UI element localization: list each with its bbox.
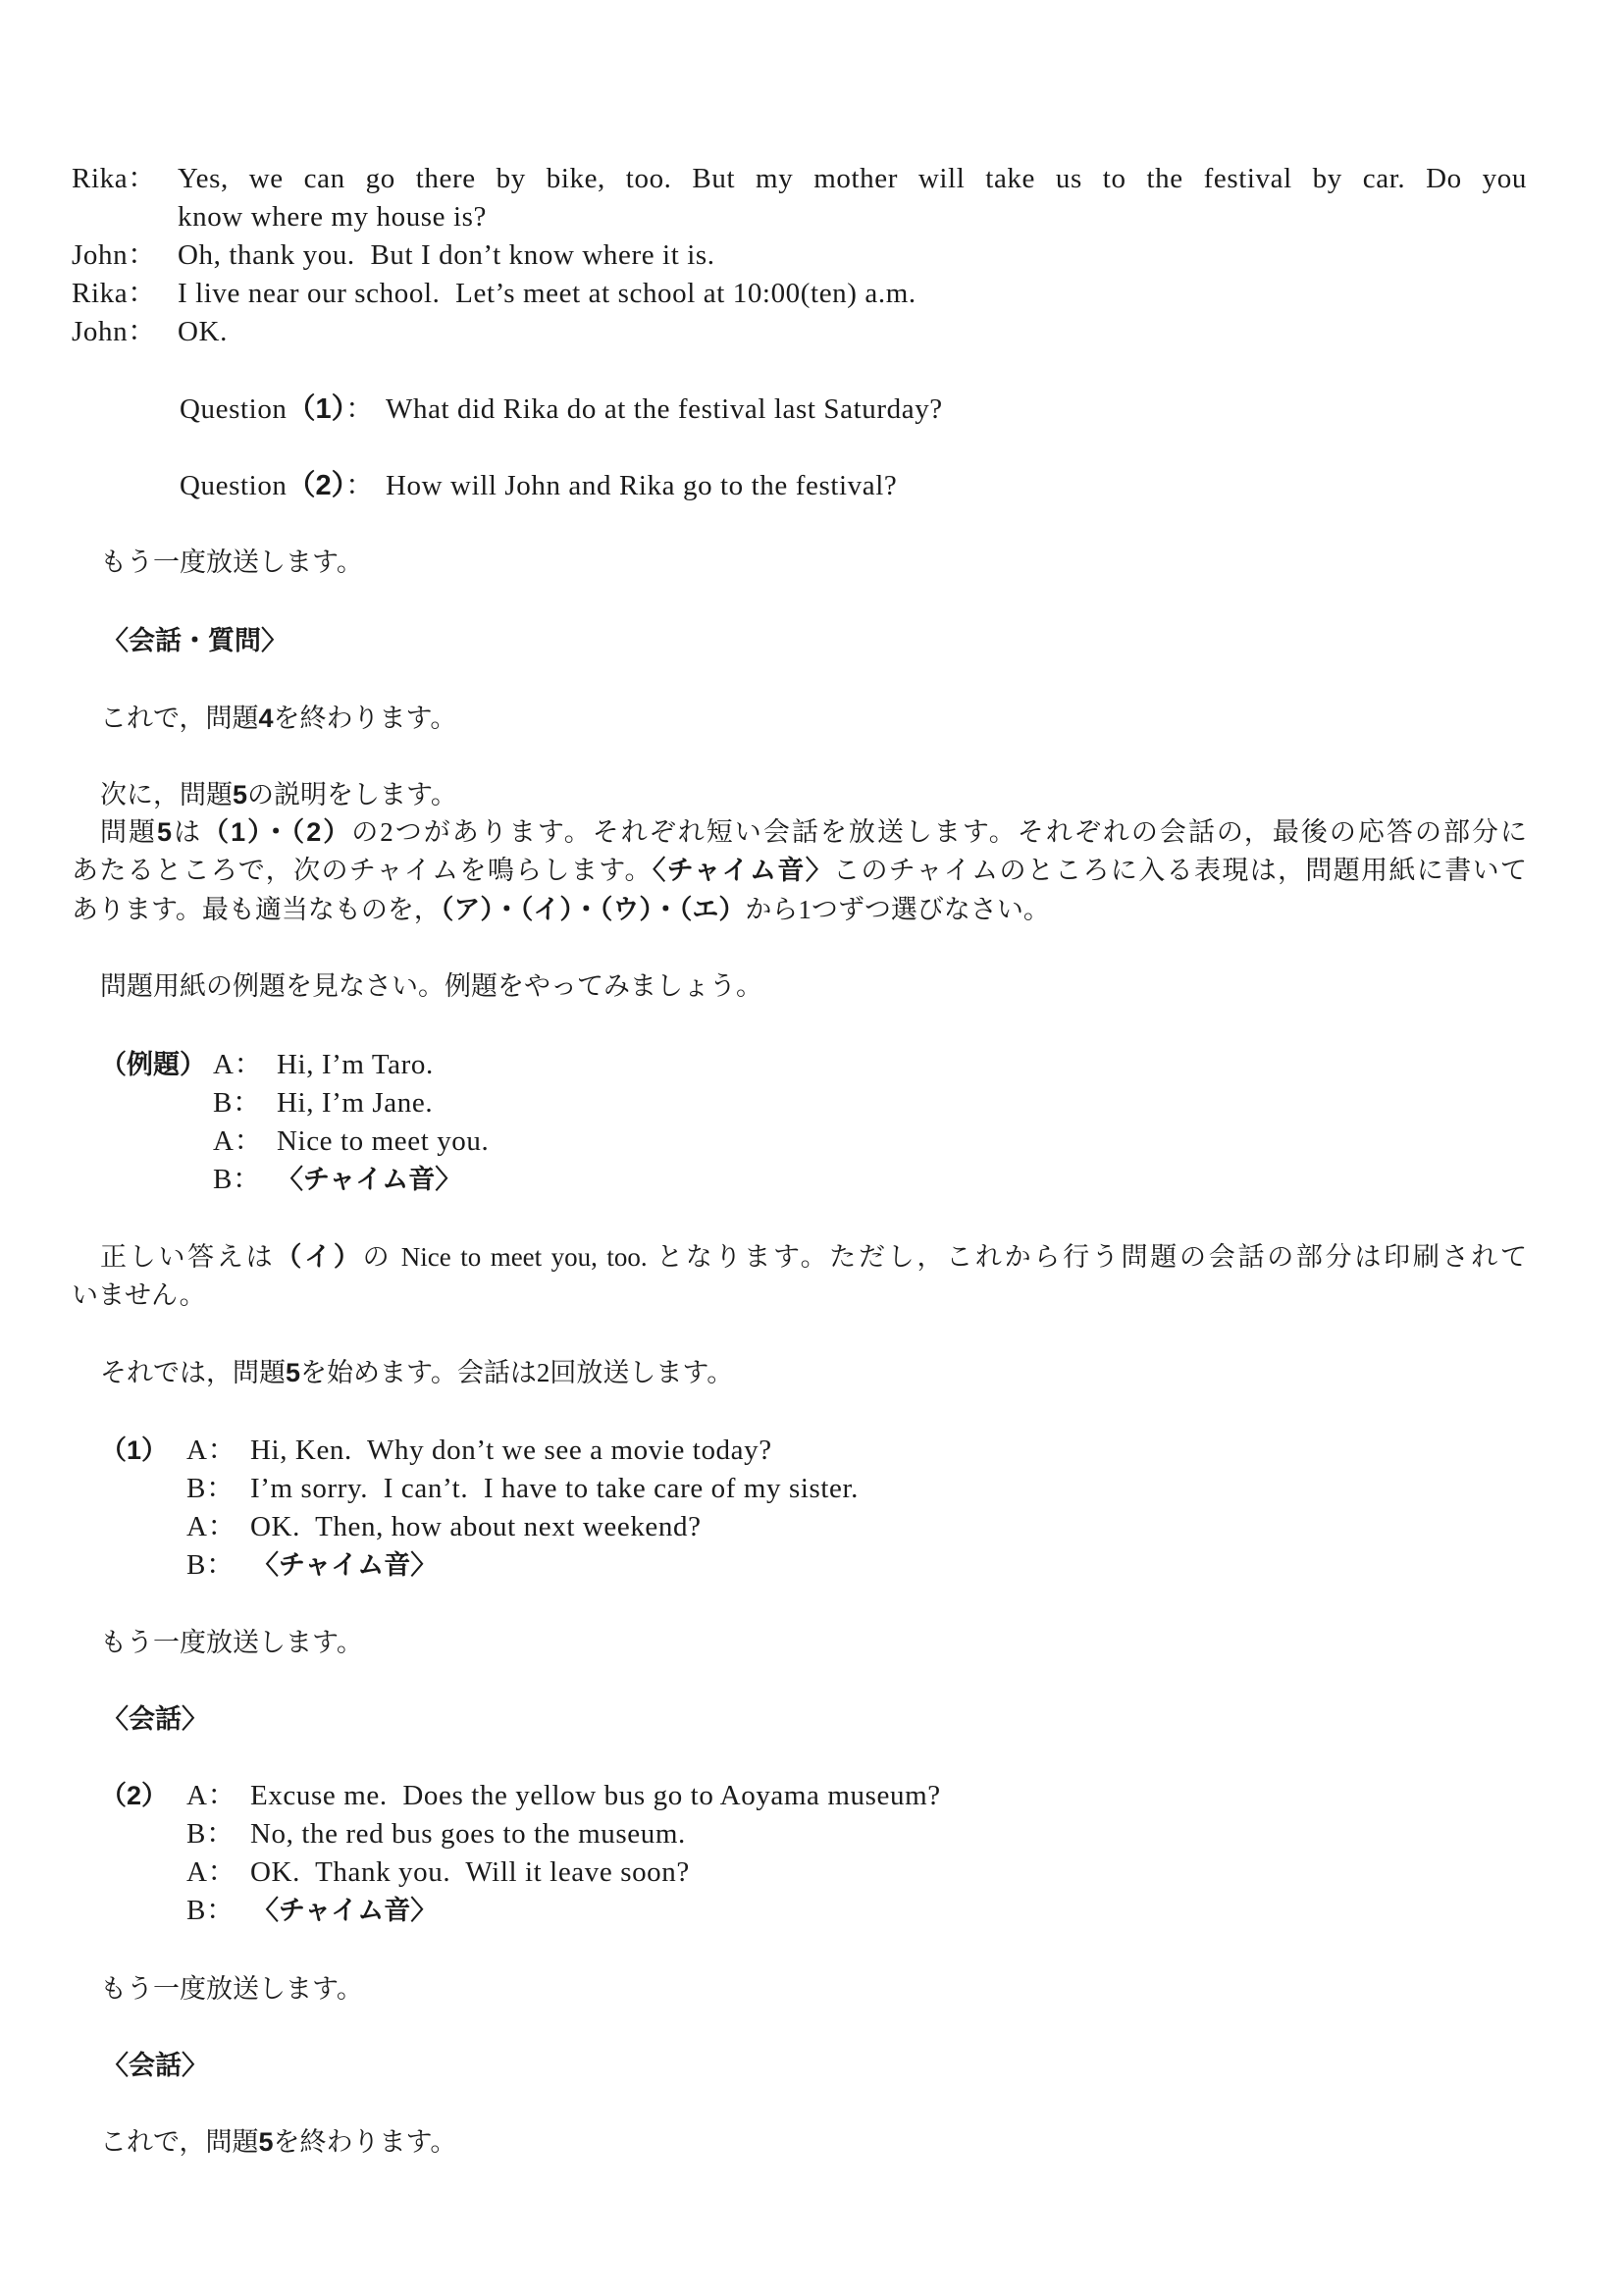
text-segment: それでは，問題 (100, 1358, 286, 1387)
speaker-label: Rika： (72, 278, 157, 309)
speaker-label: B： (186, 1895, 236, 1926)
dialogue-line: No, the red bus goes to the museum. (250, 1818, 686, 1850)
bold-text-segment: 5 (286, 1358, 301, 1387)
dialogue-line: Hi, I’m Taro. (277, 1049, 434, 1080)
bold-text-segment: （イ） (275, 1242, 363, 1272)
speaker-label: A： (186, 1856, 237, 1888)
text-segment: あたるところで，次のチャイムを鳴らします。 (72, 856, 653, 885)
dialogue-line: Hi, I’m Jane. (277, 1087, 434, 1119)
text-segment: 正しい答えは (100, 1242, 276, 1272)
dialogue-line: Hi, Ken. Why don’t we see a movie today? (250, 1435, 772, 1466)
dialogue-line: Yes, we can go there by bike, too. But my mother will take us to the festival by car. Do you (178, 163, 1527, 194)
audio-cue: 〈会話〉 (102, 1704, 208, 1734)
end-problem-5 (100, 2123, 456, 2162)
bold-text-segment: 4 (258, 704, 274, 733)
speaker-label: B： (186, 1549, 236, 1581)
text-segment: を始めます。会話は2回放送します。 (300, 1358, 734, 1387)
audio-cue: 〈チャイム音〉 (277, 1165, 462, 1194)
question-text: What did Rika do at the festival last Saturday? (386, 393, 943, 425)
speaker-label: A： (186, 1780, 237, 1811)
text-segment: これで，問題 (100, 704, 259, 733)
question-text: How will John and Rika go to the festival? (386, 470, 898, 501)
dialogue-line: I’m sorry. I can’t. I have to take care of my sister. (250, 1473, 860, 1504)
question-colon: ： (345, 393, 375, 425)
instruction-line (72, 852, 1527, 890)
audio-cue: 〈会話〉 (102, 2051, 208, 2080)
audio-cue: 〈チャイム音〉 (252, 1896, 438, 1925)
dialogue-line: Oh, thank you. But I don’t know where it is. (178, 239, 715, 271)
text-segment: の2つがあります。それぞれ短い会話を放送します。それぞれの会話の，最後の応答の部分に (351, 817, 1527, 847)
dialogue-line: OK. (178, 316, 228, 347)
question-number: （2） (287, 470, 346, 501)
bold-text-segment: 5 (258, 2127, 274, 2157)
example-intro: 問題用紙の例題を見なさい。例題をやってみましょう。 (100, 971, 762, 1001)
repeat-notice: もう一度放送します。 (100, 1628, 363, 1657)
bold-text-segment: 〈チャイム音〉 (652, 856, 834, 885)
speaker-label: A： (186, 1435, 237, 1466)
bold-text-segment: （ア）・（イ）・（ウ）・（エ） (440, 895, 746, 924)
instruction-line (72, 891, 1050, 929)
end-problem-4 (100, 700, 456, 738)
text-segment: の Nice to meet you, too. となります。ただし，これから行う問題の会話の部分は印刷されて (362, 1242, 1528, 1272)
text-segment: これで，問題 (100, 2127, 259, 2157)
question-colon: ： (345, 470, 375, 501)
answer-explanation-line (100, 1238, 1527, 1277)
bold-text-segment: （1）・（2） (202, 817, 352, 847)
start-problem-5 (100, 1354, 733, 1392)
problem-number: （2） (100, 1781, 169, 1810)
question-heading (180, 467, 375, 505)
speaker-label: A： (213, 1125, 264, 1157)
text-segment: の説明をします。 (247, 780, 457, 809)
question-label: Question (180, 393, 288, 425)
dialogue-line: know where my house is? (178, 201, 488, 233)
problem-number: （1） (100, 1435, 169, 1465)
speaker-label: John： (72, 316, 157, 347)
bold-text-segment: 5 (233, 780, 248, 809)
text-segment: を終わります。 (273, 2127, 457, 2157)
question-heading (180, 391, 375, 429)
intro-problem-5 (100, 776, 457, 814)
text-segment: から1つずつ選びなさい。 (745, 895, 1050, 924)
audio-cue: 〈チャイム音〉 (252, 1550, 438, 1580)
dialogue-line: OK. Then, how about next weekend? (250, 1511, 702, 1542)
dialogue-line: Excuse me. Does the yellow bus go to Aoyama museum? (250, 1780, 941, 1811)
bold-text-segment: 5 (157, 817, 173, 847)
instruction-line (100, 813, 1527, 852)
repeat-notice: もう一度放送します。 (100, 548, 363, 577)
text-segment: 問題 (100, 817, 158, 847)
dialogue-line: OK. Thank you. Will it leave soon? (250, 1856, 690, 1888)
repeat-notice: もう一度放送します。 (100, 1974, 363, 2004)
example-label: （例題） (100, 1050, 206, 1079)
text-segment: いません。 (72, 1280, 206, 1310)
answer-explanation-line (72, 1277, 206, 1315)
dialogue-line: I live near our school. Let’s meet at school at 10:00(ten) a.m. (178, 278, 916, 309)
speaker-label: B： (186, 1473, 236, 1504)
text-segment: は (172, 817, 203, 847)
speaker-label: A： (186, 1511, 237, 1542)
speaker-label: B： (213, 1087, 262, 1119)
speaker-label: John： (72, 239, 157, 271)
text-segment: を終わります。 (273, 704, 457, 733)
text-segment: あります。最も適当なものを， (72, 895, 441, 924)
speaker-label: A： (213, 1049, 264, 1080)
audio-cue: 〈会話・質問〉 (102, 626, 288, 655)
text-segment: このチャイムのところに入る表現は，問題用紙に書いて (833, 856, 1527, 885)
speaker-label: B： (186, 1818, 236, 1850)
question-number: （1） (287, 393, 346, 425)
question-label: Question (180, 470, 288, 501)
speaker-label: B： (213, 1164, 262, 1195)
dialogue-line: Nice to meet you. (277, 1125, 490, 1157)
text-segment: 次に，問題 (100, 780, 233, 809)
speaker-label: Rika： (72, 163, 157, 194)
